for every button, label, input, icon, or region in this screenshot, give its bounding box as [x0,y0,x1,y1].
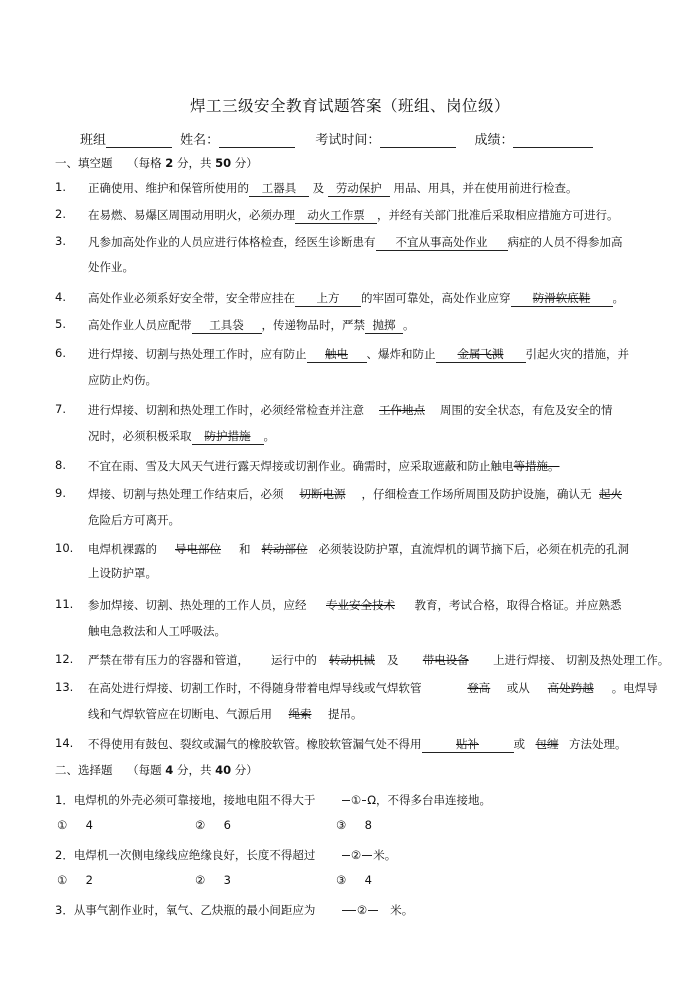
section1-heading: 一、填空题 （每格 2 分，共 50 分） [55,156,258,170]
answer-blank: 绳索 [288,707,312,721]
document-page: 焊工三级安全教育试题答案（班组、岗位级） 班组 姓名： 考试时间： 成绩： 一、填空题 （每格 2 分，共 50 分） 1. 正确使用、维护和保管所使用的 工器具 及 劳动保护 用品、用具，并在使用前进行检查。 2. 在易燃、易爆区周围动用明火，必须办理 动火工作票 ，并经有关部门批准后采取相应措施方可进行。 3. 凡参加高处作业的人员应进行体格检查，经医生诊断患有 不宜从事高处作业 病症的人员不得参加高 处作业。 4. 高处作业必须系好安全带，安全带应挂在 上方 的牢固可靠处，高处作业应穿 防滑软底鞋 。 5. 高处作业人员应配带 工具袋 ，传递物品时，严禁 抛掷 。 6. 进行焊接、切割与热处理工作时，应有防止 触电 、爆炸和防止 金属飞溅 引起火灾的措施，并 应防止灼伤。 7. 进行焊接、切割和热处理工作时，必须经常检查并注意 工作地点 周围的安全状态，有危及安全的情 况时，必须积极采取 防护措施 。 8. 不宜在雨、雪及大风天气进行露天焊接或切割作业。确需时，应采取遮蔽和防止触电等措施。 9. 焊接、切割与热处理工作结束后，必须 切断电源 ，仔细检查工作场所周围及防护设施，确认无 起火 危险后方可离开。 10. 电焊机裸露的 导电部位 和 转动部位 必须装设防护罩，直流焊机的调节摘下后，必须在机壳的孔洞 上设防护罩。 11. 参加焊接、切割、热处理的工作人员，应经 专业安全技术 教育，考试合格，取得合格证。并应熟悉 触电急救法和人工呼吸法。 12. 严禁在带有压力的容器和管道， 运行中的 转动机械 及 带电设备 上进行焊接、 切割及热处理工作。 13. 在高处进行焊接、切割工作时，不得随身带着电焊导线或气焊软管 登高 或从 高处跨越 。电焊导 线和气焊软管应在切断电、气源后用 绳索 提吊。 14. 不得使用有鼓包、裂纹或漏气的橡胶软管。橡胶软管漏气处不得用 贴补 或 包缠 方法处理。 二、选择题 （每题 4 分，共 40 分） 1．电焊机的外壳必须可靠接地，接地电阻不得大于 ① Ω，不得多台串连接地。 ① 4 ② 6 ③ 8 2．电焊机一次侧电缘线应绝缘良好，长度不得超过 ② 米。 ① 2 ② 3 ③ 4 3．从事气割作业时，氧气、乙炔瓶的最小间距应为 ② 米。 [0,0,700,990]
answer-blank: 不宜从事高处作业 [376,234,508,251]
choice-question-3: 3．从事气割作业时，氧气、乙炔瓶的最小间距应为 ② 米。 [55,903,414,917]
answer-blank: 带电设备 [422,653,469,667]
answer-blank: 抛掷 [365,317,403,334]
answer-blank: 动火工作票 [295,207,377,224]
option-1[interactable]: ① 4 [57,818,93,832]
choice-answer: ① [350,793,362,807]
answer-blank: 等措施。 [513,459,560,473]
answer-blank: 金属飞溅 [436,346,526,363]
time-blank[interactable] [380,132,456,148]
answer-blank: 转动机械 [328,653,375,667]
choice-answer: ② [350,848,362,862]
choice-answer: ② [356,903,368,917]
answer-blank: 上方 [295,290,361,307]
option-1[interactable]: ① 2 [57,873,93,887]
answer-blank: 切断电源 [299,487,346,501]
choice-question-2: 2．电焊机一次侧电缘线应绝缘良好，长度不得超过 ② 米。 [55,848,397,862]
name-label: 姓名： [180,133,220,148]
answer-blank: 工具袋 [192,317,262,334]
answer-blank: 包缠 [535,737,559,751]
document-title: 焊工三级安全教育试题答案（班组、岗位级） [189,97,510,115]
answer-blank: 起火 [599,487,622,501]
answer-blank: 劳动保护 [328,180,390,197]
team-blank[interactable] [106,132,172,148]
section2-heading: 二、选择题 （每题 4 分，共 40 分） [55,763,258,777]
answer-blank: 工作地点 [379,403,425,417]
answer-blank: 工器具 [249,180,309,197]
name-blank[interactable] [219,132,295,148]
score-blank[interactable] [513,132,593,148]
option-2[interactable]: ② 6 [195,818,231,832]
answer-blank: 防滑软底鞋 [511,290,613,307]
answer-blank: 贴补 [422,736,514,753]
option-3[interactable]: ③ 8 [336,818,372,832]
answer-blank: 专业安全技术 [326,598,395,612]
option-2[interactable]: ② 3 [195,873,231,887]
answer-blank: 触电 [307,346,367,363]
info-row [80,129,597,148]
answer-blank: 防护措施 [192,428,264,445]
team-label: 班组 [80,133,107,148]
option-3[interactable]: ③ 4 [336,873,372,887]
answer-blank: 登高 [467,681,491,695]
time-label: 考试时间： [315,133,381,148]
choice-question-1: 1．电焊机的外壳必须可靠接地，接地电阻不得大于 ① Ω，不得多台串连接地。 [55,793,492,807]
answer-blank: 高处跨越 [547,681,594,695]
answer-blank: 导电部位 [175,542,221,556]
answer-blank: 转动部位 [261,542,308,556]
score-label: 成绩： [474,133,514,148]
